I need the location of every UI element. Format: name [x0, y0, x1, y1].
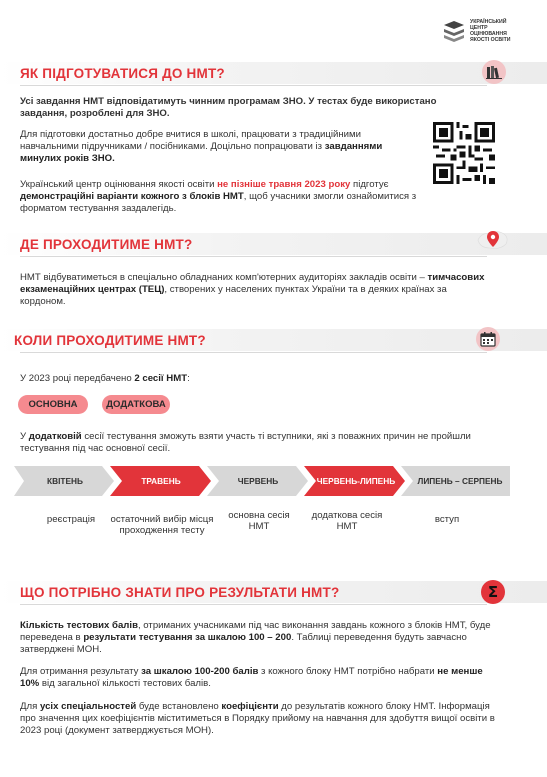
text-run: , створених у населених пунктах України та в деяких країнах за кордоном.: [20, 284, 447, 307]
text-run-bold: 2 сесії НМТ: [134, 373, 188, 384]
text-run: Український центр оцінювання якості освіти: [20, 179, 218, 190]
divider: [20, 85, 487, 86]
divider: [20, 352, 487, 353]
timeline: [14, 466, 510, 496]
logo-text: [470, 19, 510, 43]
text-run-bold: усіх спеціальностей: [39, 701, 137, 712]
logo-line: ЦЕНТР: [470, 25, 488, 31]
sigma-icon: Σ: [481, 580, 505, 604]
section-title-results: ЩО ПОТРІБНО ЗНАТИ ПРО РЕЗУЛЬТАТИ НМТ?: [20, 585, 340, 600]
timeline-caption-5: вступ: [434, 514, 460, 525]
timeline-label-3: ЧЕРВЕНЬ: [237, 476, 279, 486]
extra-session-paragraph: [20, 431, 490, 455]
logo-line: ОЦІНЮВАННЯ: [470, 31, 507, 37]
results-paragraph-1: [20, 620, 495, 656]
timeline-caption-4: додаткова сесія НМТ: [311, 510, 383, 532]
results-paragraph-2: [20, 666, 495, 690]
calendar-icon: [476, 327, 500, 351]
logo-icon: [443, 20, 465, 42]
text-run-bold: тимчасових екзаменаційних центрах (ТЕЦ): [20, 272, 485, 295]
text-run-bold: коефіцієнти: [221, 701, 279, 712]
text-run-bold: не менше 10%: [20, 666, 483, 689]
timeline-caption-2: остаточний вибір місця проходження тесту: [110, 514, 214, 536]
text-run-red: не пізніше травня 2023 року: [217, 179, 351, 190]
timeline-label-1: КВІТЕНЬ: [47, 476, 83, 486]
prepare-paragraph-2: [20, 129, 405, 165]
prepare-paragraph-1: Усі завдання НМТ відповідатимуть чинним програмам ЗНО. У тестах буде використано завдання, розроблені для ЗНО.: [20, 96, 437, 119]
session-extra-badge: ДОДАТКОВА: [102, 395, 170, 414]
text-run: до результатів кожного блоку НМТ. Інформація про значення цих коефіцієнтів міститиметься в Порядку прийому на навчання для здобуття вищої освіти в 2023 році (документ затверджується МОН).: [20, 701, 495, 736]
text-run: буде встановлено: [136, 701, 222, 712]
map-pin-icon: [476, 226, 510, 254]
logo-line: ЯКОСТІ ОСВІТИ: [470, 37, 511, 43]
text-run-bold: результати тестування за шкалою 100 – 200: [83, 632, 292, 643]
timeline-caption-3: основна сесія НМТ: [228, 510, 290, 532]
divider: [20, 256, 487, 257]
books-icon: [482, 60, 506, 84]
text-run: від загальної кількості тестових балів.: [39, 678, 211, 689]
where-paragraph: [20, 272, 490, 308]
timeline-caption-1: реєстрація: [46, 514, 96, 525]
section-title-prepare: ЯК ПІДГОТУВАТИСЯ ДО НМТ?: [20, 66, 225, 81]
text-run: підготує: [350, 179, 389, 190]
text-run: НМТ відбуватиметься в спеціально обладнаних комп'ютерних аудиторіях закладів освіти –: [20, 272, 428, 283]
prepare-paragraph-3: [20, 179, 420, 215]
section-title-when: КОЛИ ПРОХОДИТИМЕ НМТ?: [14, 333, 206, 348]
text-run: , отриманих учасниками під час виконання завдань кожного з блоків НМТ, буде переведена в: [20, 620, 491, 643]
text-run: Для: [20, 701, 40, 712]
ucoqe-logo: [443, 16, 535, 46]
text-run-bold: за шкалою 100-200 балів: [141, 666, 259, 677]
text-run: сесії тестування зможуть взяти участь ті вступники, які з поважних причин не пройшли тестування під час основної сесії.: [20, 431, 471, 454]
text-run: :: [187, 373, 190, 384]
text-run: , щоб учасники змогли ознайомитися з форматом тестування заздалегідь.: [20, 191, 417, 214]
text-run: з кожного блоку НМТ потрібно набрати: [258, 666, 438, 677]
text-run: Для підготовки достатньо добре вчитися в школі, працювати з традиційними навчальними підручниками / посібниками. Доцільно попрацювати із: [20, 129, 361, 152]
timeline-label-5: ЛИПЕНЬ – СЕРПЕНЬ: [417, 476, 503, 486]
section-title-where: ДЕ ПРОХОДИТИМЕ НМТ?: [20, 237, 193, 252]
text-run-bold: завданнями минулих років ЗНО.: [20, 141, 383, 164]
sessions-paragraph: [20, 373, 190, 385]
session-main-badge: ОСНОВНА: [18, 395, 88, 414]
text-run-bold: Кількість тестових балів: [20, 620, 138, 631]
text-run-bold: демонстраційні варіанти кожного з блоків НМТ: [20, 191, 244, 202]
results-paragraph-3: [20, 701, 500, 737]
text-run: У: [20, 431, 29, 442]
text-run: Для отримання результату: [20, 666, 142, 677]
divider: [20, 604, 487, 605]
timeline-label-4: ЧЕРВЕНЬ-ЛИПЕНЬ: [316, 476, 396, 486]
logo-line: УКРАЇНСЬКИЙ: [470, 19, 507, 25]
text-run-bold: додатковій: [28, 431, 82, 442]
text-run: У 2023 році передбачено: [20, 373, 135, 384]
timeline-label-2: ТРАВЕНЬ: [141, 476, 181, 486]
qr-code[interactable]: [433, 122, 495, 184]
text-run: . Таблиці переведення будуть завчасно затверджені МОН.: [20, 632, 467, 655]
